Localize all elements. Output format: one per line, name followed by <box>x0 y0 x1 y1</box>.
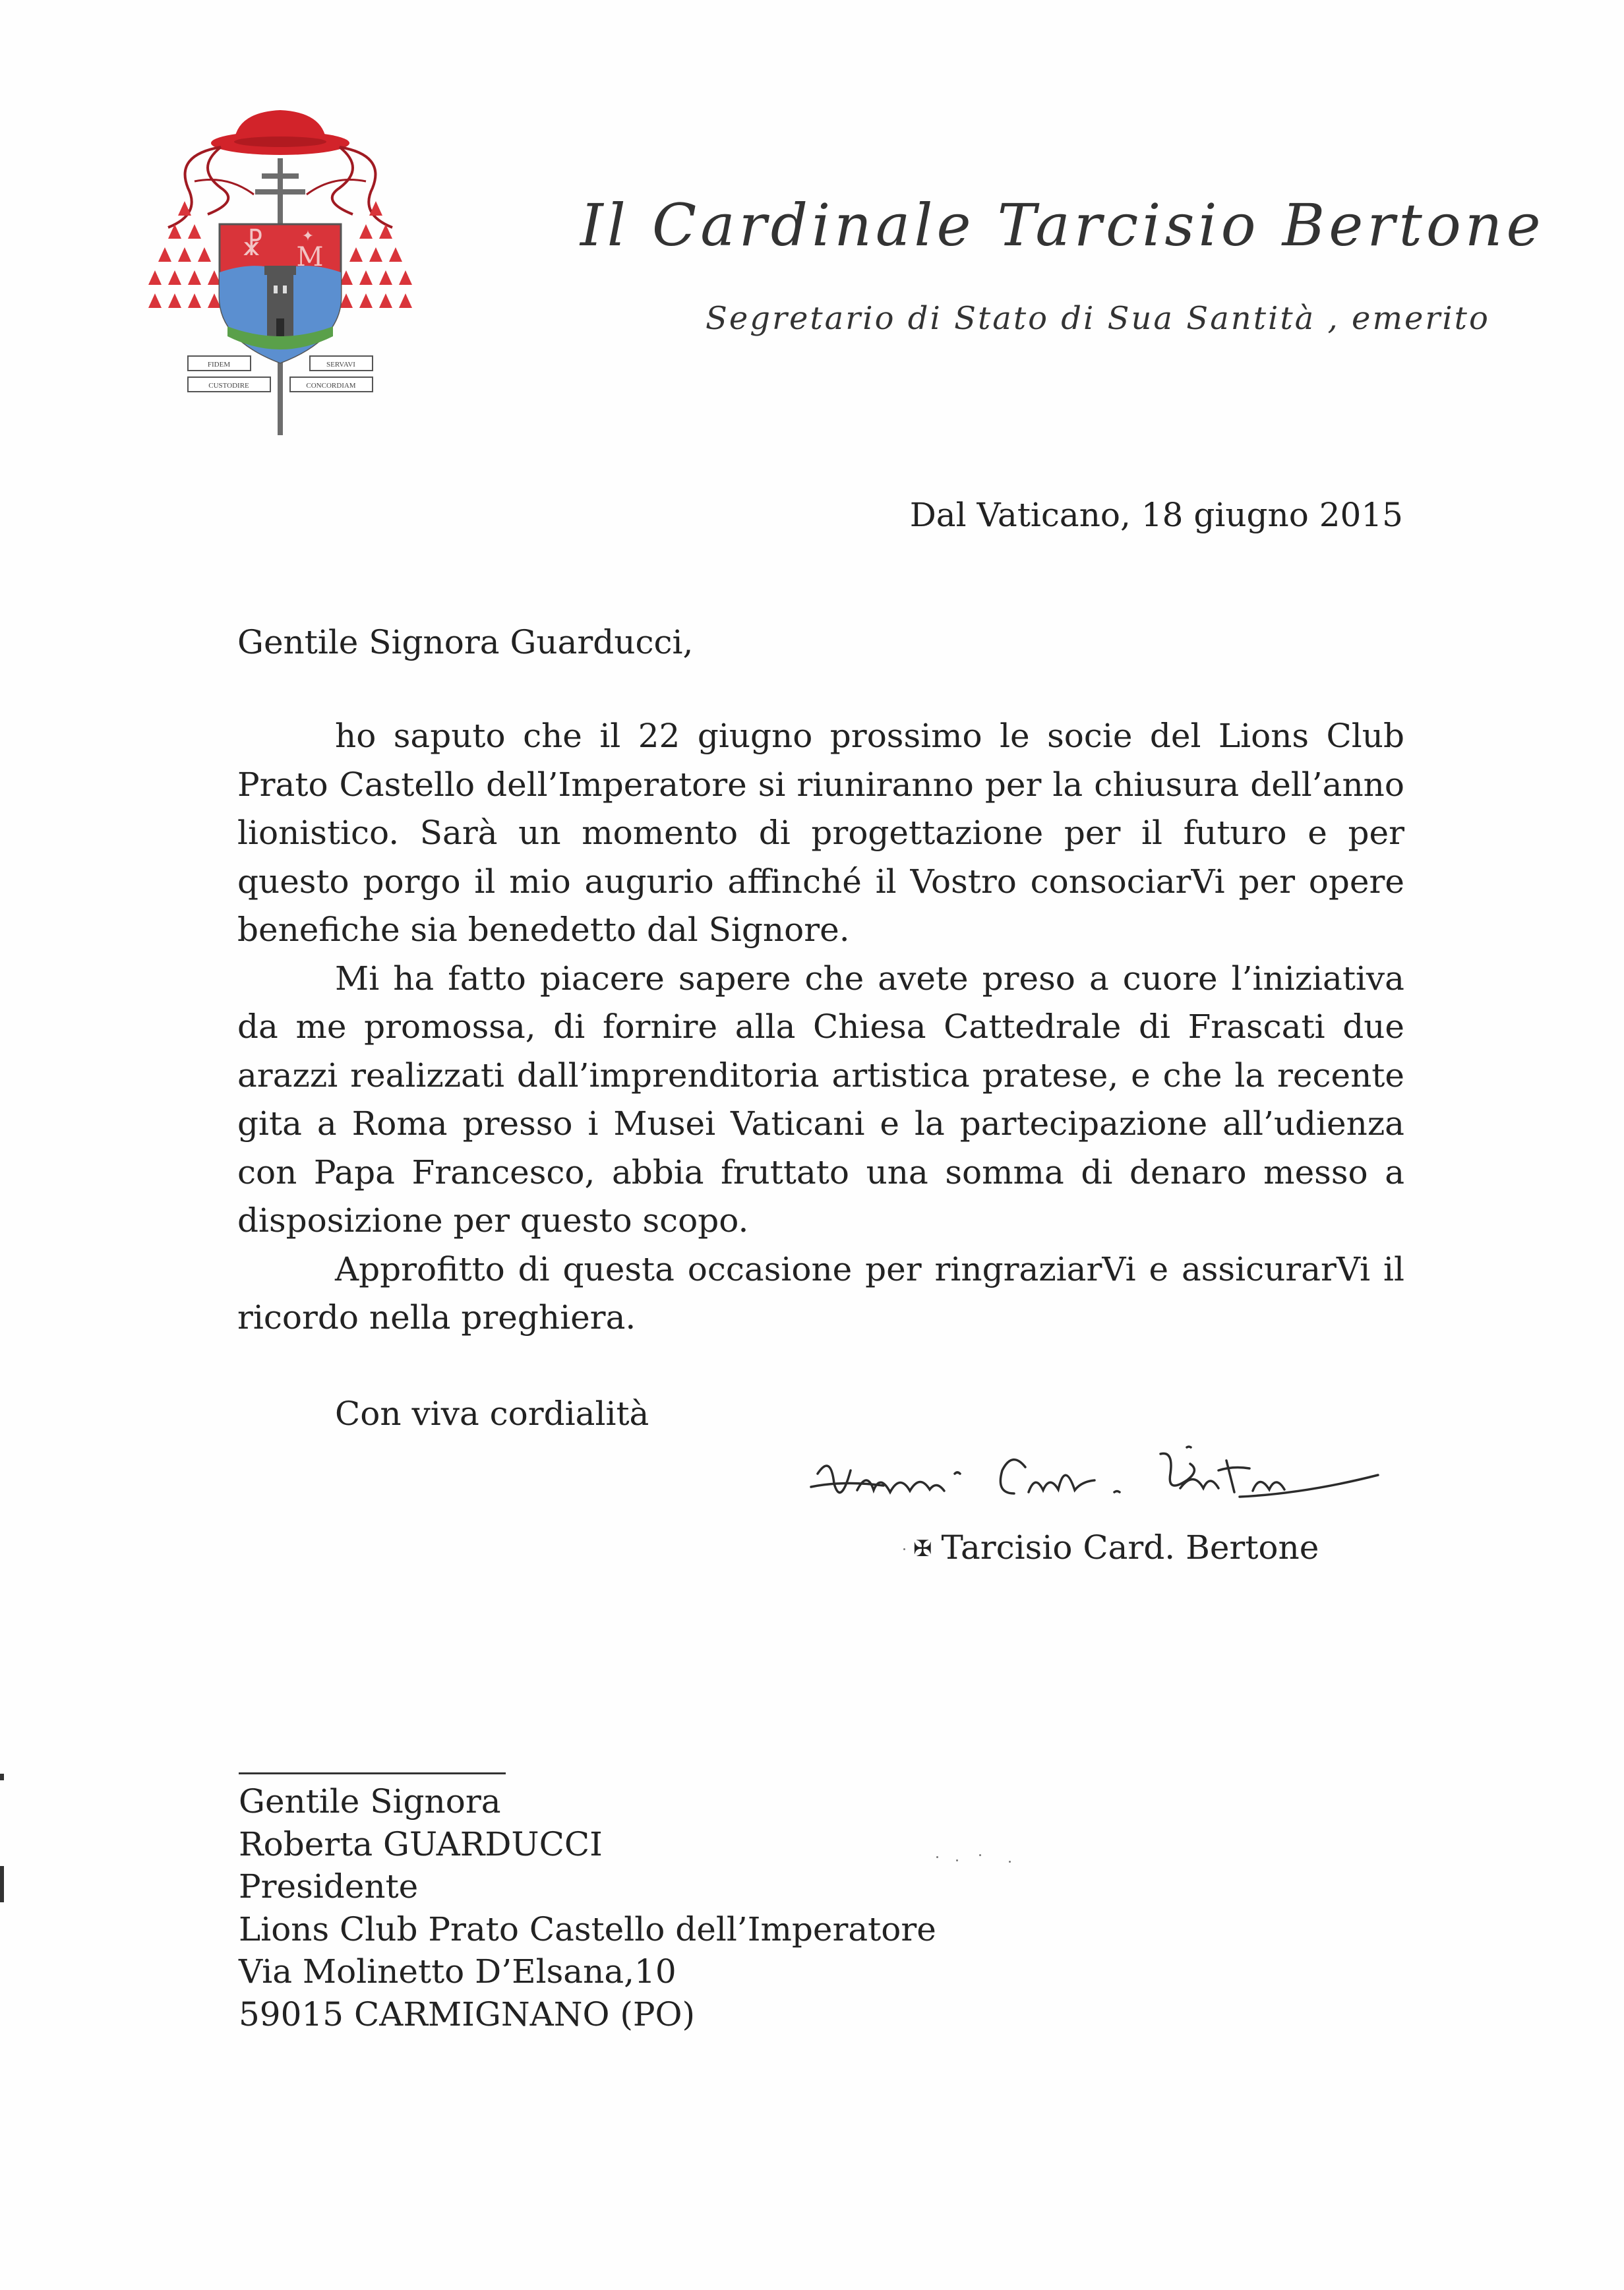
addressee-line: Lions Club Prato Castello dell’Imperatore <box>239 1910 936 1948</box>
body-paragraph: ho saputo che il 22 giugno prossimo le socie del Lions Club Prato Castello dell’Imperatore si riuniranno per la chiusura dell’anno lionistico. Sarà un momento di progettazione per il futuro e per questo porgo il mio augurio affinché il Vostro consociarVi per opere benefiche sia benedetto dal Signore. <box>237 717 1404 949</box>
addressee-line: Presidente <box>239 1867 419 1906</box>
salutation: Gentile Signora Guarducci, <box>237 623 694 661</box>
motto-right: SERVAVI <box>326 361 355 369</box>
separator-line <box>239 1772 506 1774</box>
scan-artifact <box>0 1774 4 1780</box>
addressee-line: 59015 CARMIGNANO (PO) <box>239 1995 695 2034</box>
addressee-line: Gentile Signora <box>239 1782 501 1821</box>
scan-speck <box>979 1854 981 1856</box>
coat-of-arms-icon <box>148 109 412 438</box>
motto-left: FIDEM <box>207 361 231 369</box>
signatory-name: Tarcisio Card. Bertone <box>941 1528 1319 1567</box>
addressee-block <box>239 1780 936 2035</box>
motto-bottom-right: CONCORDIAM <box>306 382 356 390</box>
body-paragraph: Approfitto di questa occasione per ringraziarVi e assicurarVi il ricordo nella preghiera. <box>237 1250 1404 1337</box>
letterhead-subtitle: Segretario di Stato di Sua Santità , emerito <box>706 300 1490 337</box>
svg-text:M: M <box>296 242 324 272</box>
motto-bottom-left: CUSTODIRE <box>208 382 249 390</box>
typed-signature <box>913 1528 1319 1567</box>
scan-speck <box>936 1856 938 1858</box>
addressee-line: Roberta GUARDUCCI <box>239 1824 603 1863</box>
scan-speck <box>1009 1861 1011 1863</box>
scan-artifact <box>0 1866 4 1902</box>
addressee-line: Via Molinetto D’Elsana,10 <box>239 1952 677 1991</box>
scan-speck <box>956 1859 958 1861</box>
letterhead-title: Il Cardinale Tarcisio Bertone <box>580 191 1545 259</box>
letter-date: Dal Vaticano, 18 giugno 2015 <box>909 496 1403 534</box>
scan-speck <box>903 1548 905 1550</box>
svg-text:☧: ☧ <box>241 229 264 262</box>
letter-body <box>237 712 1404 1342</box>
svg-text:✦: ✦ <box>301 228 315 245</box>
closing: Con viva cordialità <box>335 1395 649 1433</box>
body-paragraph: Mi ha fatto piacere sapere che avete preso a cuore l’iniziativa da me promossa, di fornire alla Chiesa Cattedrale di Frascati due arazzi realizzati dall’imprenditoria artistica pratese, e che la recente gita a Roma presso i Musei Vaticani e la partecipazione all’udienza con Papa Francesco, abbia fruttato una somma di denaro messo a disposizione per questo scopo. <box>237 959 1404 1240</box>
cross-icon: ✠ <box>913 1536 932 1562</box>
handwritten-signature-icon <box>804 1434 1431 1526</box>
